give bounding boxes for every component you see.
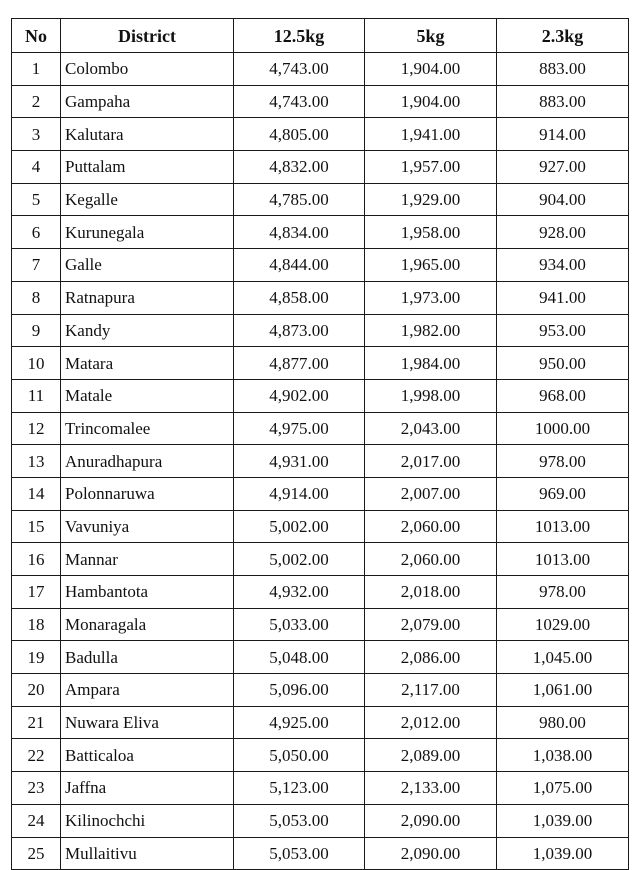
table-row — [12, 216, 629, 249]
table-row — [12, 249, 629, 282]
cell-5kg: 1,904.00 — [365, 85, 497, 118]
cell-district: Ampara — [61, 674, 234, 707]
cell-5kg: 2,043.00 — [365, 412, 497, 445]
cell-5kg: 2,117.00 — [365, 674, 497, 707]
cell-5kg: 1,929.00 — [365, 183, 497, 216]
cell-no: 10 — [12, 347, 61, 380]
table-row — [12, 804, 629, 837]
table-row — [12, 281, 629, 314]
table-row — [12, 674, 629, 707]
cell-no: 2 — [12, 85, 61, 118]
cell-district: Puttalam — [61, 151, 234, 184]
cell-12-5kg: 4,873.00 — [234, 314, 365, 347]
cell-district: Kurunegala — [61, 216, 234, 249]
cell-12-5kg: 4,743.00 — [234, 85, 365, 118]
cell-12-5kg: 5,053.00 — [234, 837, 365, 870]
cell-2-3kg: 980.00 — [497, 706, 629, 739]
header-no: No — [12, 19, 61, 53]
cell-district: Galle — [61, 249, 234, 282]
cell-no: 15 — [12, 510, 61, 543]
table-row — [12, 772, 629, 805]
cell-12-5kg: 4,902.00 — [234, 379, 365, 412]
cell-12-5kg: 5,123.00 — [234, 772, 365, 805]
cell-district: Vavuniya — [61, 510, 234, 543]
cell-12-5kg: 4,785.00 — [234, 183, 365, 216]
gas-price-table — [11, 18, 629, 870]
cell-12-5kg: 5,002.00 — [234, 510, 365, 543]
table-row — [12, 706, 629, 739]
cell-district: Batticaloa — [61, 739, 234, 772]
cell-no: 13 — [12, 445, 61, 478]
cell-5kg: 1,958.00 — [365, 216, 497, 249]
cell-5kg: 2,089.00 — [365, 739, 497, 772]
cell-5kg: 1,984.00 — [365, 347, 497, 380]
cell-district: Kalutara — [61, 118, 234, 151]
cell-district: Anuradhapura — [61, 445, 234, 478]
cell-district: Ratnapura — [61, 281, 234, 314]
cell-5kg: 2,012.00 — [365, 706, 497, 739]
cell-district: Badulla — [61, 641, 234, 674]
cell-12-5kg: 4,832.00 — [234, 151, 365, 184]
cell-5kg: 1,941.00 — [365, 118, 497, 151]
cell-12-5kg: 5,002.00 — [234, 543, 365, 576]
cell-district: Monaragala — [61, 608, 234, 641]
cell-2-3kg: 1013.00 — [497, 510, 629, 543]
cell-2-3kg: 927.00 — [497, 151, 629, 184]
cell-5kg: 2,007.00 — [365, 477, 497, 510]
cell-12-5kg: 4,844.00 — [234, 249, 365, 282]
cell-12-5kg: 4,914.00 — [234, 477, 365, 510]
cell-2-3kg: 1000.00 — [497, 412, 629, 445]
cell-12-5kg: 4,931.00 — [234, 445, 365, 478]
cell-district: Hambantota — [61, 576, 234, 609]
cell-no: 3 — [12, 118, 61, 151]
cell-2-3kg: 941.00 — [497, 281, 629, 314]
cell-district: Kilinochchi — [61, 804, 234, 837]
cell-no: 11 — [12, 379, 61, 412]
cell-2-3kg: 1,039.00 — [497, 837, 629, 870]
cell-no: 1 — [12, 53, 61, 86]
cell-no: 16 — [12, 543, 61, 576]
cell-5kg: 2,086.00 — [365, 641, 497, 674]
cell-district: Mullaitivu — [61, 837, 234, 870]
cell-no: 24 — [12, 804, 61, 837]
table-row — [12, 347, 629, 380]
cell-5kg: 1,982.00 — [365, 314, 497, 347]
cell-no: 8 — [12, 281, 61, 314]
cell-2-3kg: 953.00 — [497, 314, 629, 347]
cell-5kg: 2,018.00 — [365, 576, 497, 609]
cell-no: 7 — [12, 249, 61, 282]
cell-5kg: 2,133.00 — [365, 772, 497, 805]
cell-12-5kg: 4,743.00 — [234, 53, 365, 86]
table-row — [12, 510, 629, 543]
header-2-3kg: 2.3kg — [497, 19, 629, 53]
cell-2-3kg: 1029.00 — [497, 608, 629, 641]
cell-2-3kg: 978.00 — [497, 445, 629, 478]
cell-12-5kg: 4,877.00 — [234, 347, 365, 380]
cell-5kg: 1,965.00 — [365, 249, 497, 282]
table-row — [12, 477, 629, 510]
header-row — [12, 19, 629, 53]
table-row — [12, 183, 629, 216]
cell-2-3kg: 883.00 — [497, 85, 629, 118]
cell-district: Polonnaruwa — [61, 477, 234, 510]
cell-2-3kg: 1013.00 — [497, 543, 629, 576]
cell-12-5kg: 4,834.00 — [234, 216, 365, 249]
cell-5kg: 2,079.00 — [365, 608, 497, 641]
cell-2-3kg: 978.00 — [497, 576, 629, 609]
cell-2-3kg: 928.00 — [497, 216, 629, 249]
cell-2-3kg: 1,045.00 — [497, 641, 629, 674]
cell-12-5kg: 5,050.00 — [234, 739, 365, 772]
table-row — [12, 608, 629, 641]
cell-5kg: 1,973.00 — [365, 281, 497, 314]
cell-district: Kandy — [61, 314, 234, 347]
cell-5kg: 2,090.00 — [365, 837, 497, 870]
table-row — [12, 379, 629, 412]
table-row — [12, 151, 629, 184]
cell-no: 17 — [12, 576, 61, 609]
cell-12-5kg: 4,805.00 — [234, 118, 365, 151]
table-row — [12, 837, 629, 870]
cell-no: 14 — [12, 477, 61, 510]
cell-12-5kg: 4,925.00 — [234, 706, 365, 739]
cell-5kg: 2,017.00 — [365, 445, 497, 478]
cell-12-5kg: 4,975.00 — [234, 412, 365, 445]
cell-5kg: 2,060.00 — [365, 510, 497, 543]
cell-district: Kegalle — [61, 183, 234, 216]
cell-2-3kg: 969.00 — [497, 477, 629, 510]
cell-district: Mannar — [61, 543, 234, 576]
cell-no: 22 — [12, 739, 61, 772]
cell-no: 12 — [12, 412, 61, 445]
table-row — [12, 314, 629, 347]
table-row — [12, 85, 629, 118]
table-row — [12, 641, 629, 674]
cell-district: Gampaha — [61, 85, 234, 118]
cell-2-3kg: 1,061.00 — [497, 674, 629, 707]
cell-12-5kg: 5,096.00 — [234, 674, 365, 707]
header-12-5kg: 12.5kg — [234, 19, 365, 53]
cell-district: Matara — [61, 347, 234, 380]
cell-no: 21 — [12, 706, 61, 739]
header-5kg: 5kg — [365, 19, 497, 53]
header-district: District — [61, 19, 234, 53]
cell-2-3kg: 1,075.00 — [497, 772, 629, 805]
cell-no: 5 — [12, 183, 61, 216]
cell-2-3kg: 914.00 — [497, 118, 629, 151]
cell-5kg: 1,998.00 — [365, 379, 497, 412]
cell-5kg: 2,090.00 — [365, 804, 497, 837]
cell-2-3kg: 904.00 — [497, 183, 629, 216]
cell-district: Jaffna — [61, 772, 234, 805]
cell-district: Trincomalee — [61, 412, 234, 445]
cell-12-5kg: 5,033.00 — [234, 608, 365, 641]
cell-district: Matale — [61, 379, 234, 412]
cell-12-5kg: 5,053.00 — [234, 804, 365, 837]
cell-no: 6 — [12, 216, 61, 249]
table-header — [12, 19, 629, 53]
cell-no: 25 — [12, 837, 61, 870]
table-row — [12, 53, 629, 86]
cell-5kg: 1,957.00 — [365, 151, 497, 184]
cell-2-3kg: 883.00 — [497, 53, 629, 86]
cell-district: Nuwara Eliva — [61, 706, 234, 739]
cell-12-5kg: 4,858.00 — [234, 281, 365, 314]
cell-district: Colombo — [61, 53, 234, 86]
cell-12-5kg: 5,048.00 — [234, 641, 365, 674]
cell-5kg: 2,060.00 — [365, 543, 497, 576]
table-row — [12, 576, 629, 609]
table-body — [12, 53, 629, 870]
table-row — [12, 445, 629, 478]
cell-2-3kg: 950.00 — [497, 347, 629, 380]
table-row — [12, 118, 629, 151]
cell-no: 23 — [12, 772, 61, 805]
cell-2-3kg: 934.00 — [497, 249, 629, 282]
cell-5kg: 1,904.00 — [365, 53, 497, 86]
cell-2-3kg: 968.00 — [497, 379, 629, 412]
cell-no: 20 — [12, 674, 61, 707]
cell-2-3kg: 1,039.00 — [497, 804, 629, 837]
cell-no: 18 — [12, 608, 61, 641]
cell-no: 4 — [12, 151, 61, 184]
cell-no: 9 — [12, 314, 61, 347]
cell-no: 19 — [12, 641, 61, 674]
cell-2-3kg: 1,038.00 — [497, 739, 629, 772]
table-row — [12, 412, 629, 445]
table-row — [12, 543, 629, 576]
table-row — [12, 739, 629, 772]
cell-12-5kg: 4,932.00 — [234, 576, 365, 609]
